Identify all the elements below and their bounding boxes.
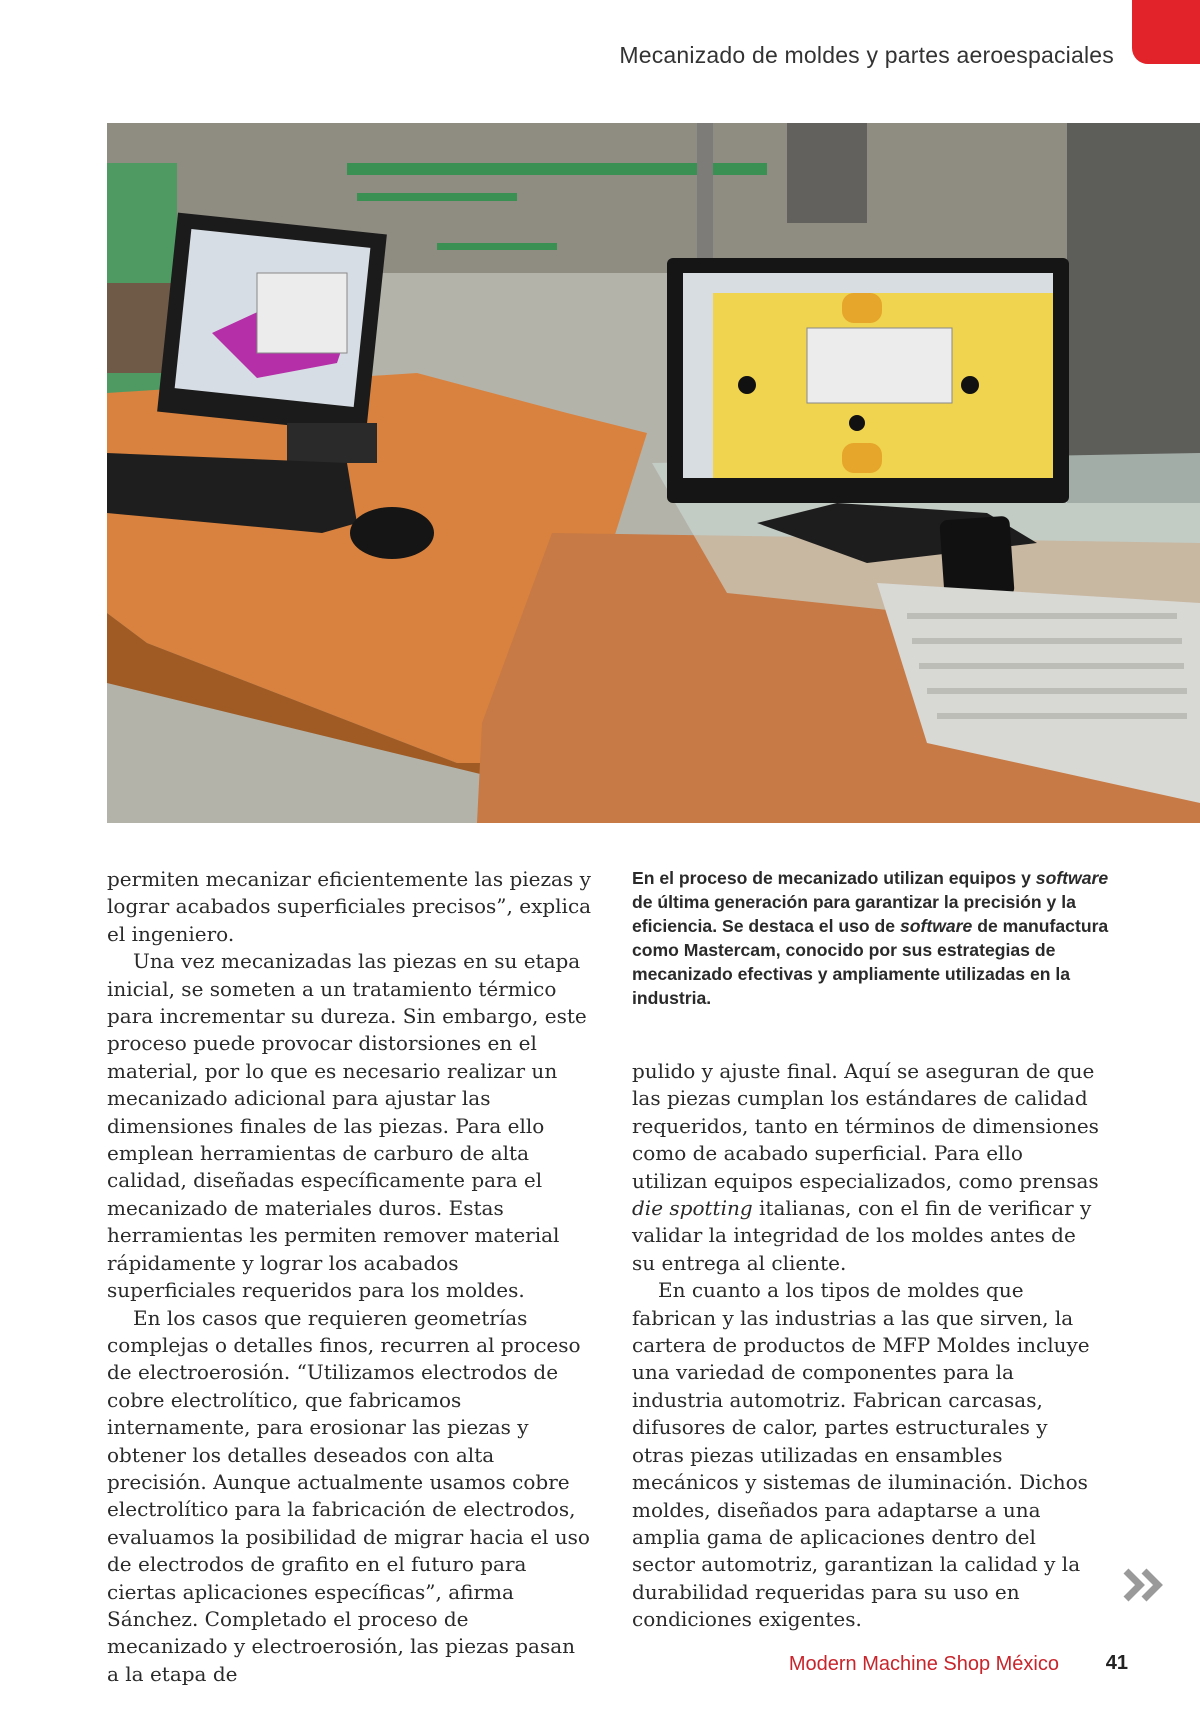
double-chevron-right-icon	[1122, 1565, 1166, 1605]
right-paragraph-2: En cuanto a los tipos de moldes que fabrican y las industrias a las que sirven, la cartera de productos de MFP Moldes incluye una variedad de componentes para la industria automotriz. Fabrican carcasas, difusores de calor, partes estructurales y otras piezas utilizadas en ensambles mecánicos y sistemas de iluminación. Dichos moldes, diseñados para adaptarse a una amplia gama de aplicaciones dentro del sector automotriz, garantizan la calidad y la durabilidad requeridas para su uso en condiciones exigentes.	[632, 1278, 1090, 1632]
caption-text-1: En el proceso de mecanizado utilizan equipos y	[632, 868, 1036, 888]
right-paragraph-1-italic: die spotting	[632, 1196, 753, 1221]
right-paragraph-1-text-b: italianas, con el fin de verificar y validar la integridad de los moldes antes de su entrega al cliente.	[632, 1196, 1092, 1275]
section-color-tab	[1132, 0, 1200, 64]
article-photo	[107, 123, 1200, 823]
caption-italic-2: software	[899, 916, 973, 936]
left-paragraph-3: En los casos que requieren geometrías complejas o detalles finos, recurren al proceso de electroerosión. “Utilizamos electrodos de cobre electrolítico, que fabricamos internamente, para erosionar las piezas y obtener los detalles deseados con alta precisión. Aunque actualmente usamos cobre electrolítico para la fabricación de electrodos, evaluamos la posibilidad de migrar hacia el uso de electrodos de grafito en el futuro para ciertas aplicaciones específicas”, afirma Sánchez. Completado el proceso de mecanizado y electroerosión, las piezas pasan a la etapa de	[107, 1305, 590, 1686]
page-number: 41	[1105, 1652, 1128, 1674]
caption-text-3: de manufactura como Mastercam, conocido por sus estrategias de mecanizado efectivas y ampliamente utilizadas en la industria.	[632, 916, 1109, 1008]
right-paragraph-1	[632, 1058, 1102, 1277]
left-paragraph-2: Una vez mecanizadas las piezas en su etapa inicial, se someten a un tratamiento térmico para incrementar su dureza. Sin embargo, este proceso puede provocar distorsiones en el material, por lo que es necesario realizar un mecanizado adicional para ajustar las dimensiones finales de las piezas. Para ello emplean herramientas de carburo de alta calidad, diseñadas específicamente para el mecanizado de materiales duros. Estas herramientas les permiten remover material rápidamente y lograr los acabados superficiales requeridos para los moldes.	[107, 949, 587, 1303]
right-paragraph-1-text-a: pulido y ajuste final. Aquí se aseguran de que las piezas cumplan los estándares de calidad requeridos, tanto en términos de dimensiones como de acabado superficial. Para ello utilizan equipos especializados, como prensas	[632, 1059, 1099, 1193]
right-column	[632, 1058, 1102, 1634]
caption-text-2: de última generación para garantizar la precisión y la eficiencia. Se destaca el uso de	[632, 892, 1076, 936]
photo-caption	[632, 866, 1118, 1010]
left-column	[107, 866, 592, 1688]
left-paragraph-1: permiten mecanizar eficientemente las piezas y lograr acabados superficiales precisos”, explica el ingeniero.	[107, 867, 592, 946]
magazine-name: Modern Machine Shop México	[788, 1653, 1059, 1675]
section-title: Mecanizado de moldes y partes aeroespaciales	[619, 42, 1114, 68]
caption-italic-1: software	[1035, 868, 1109, 888]
workstation-photo	[107, 123, 1200, 823]
